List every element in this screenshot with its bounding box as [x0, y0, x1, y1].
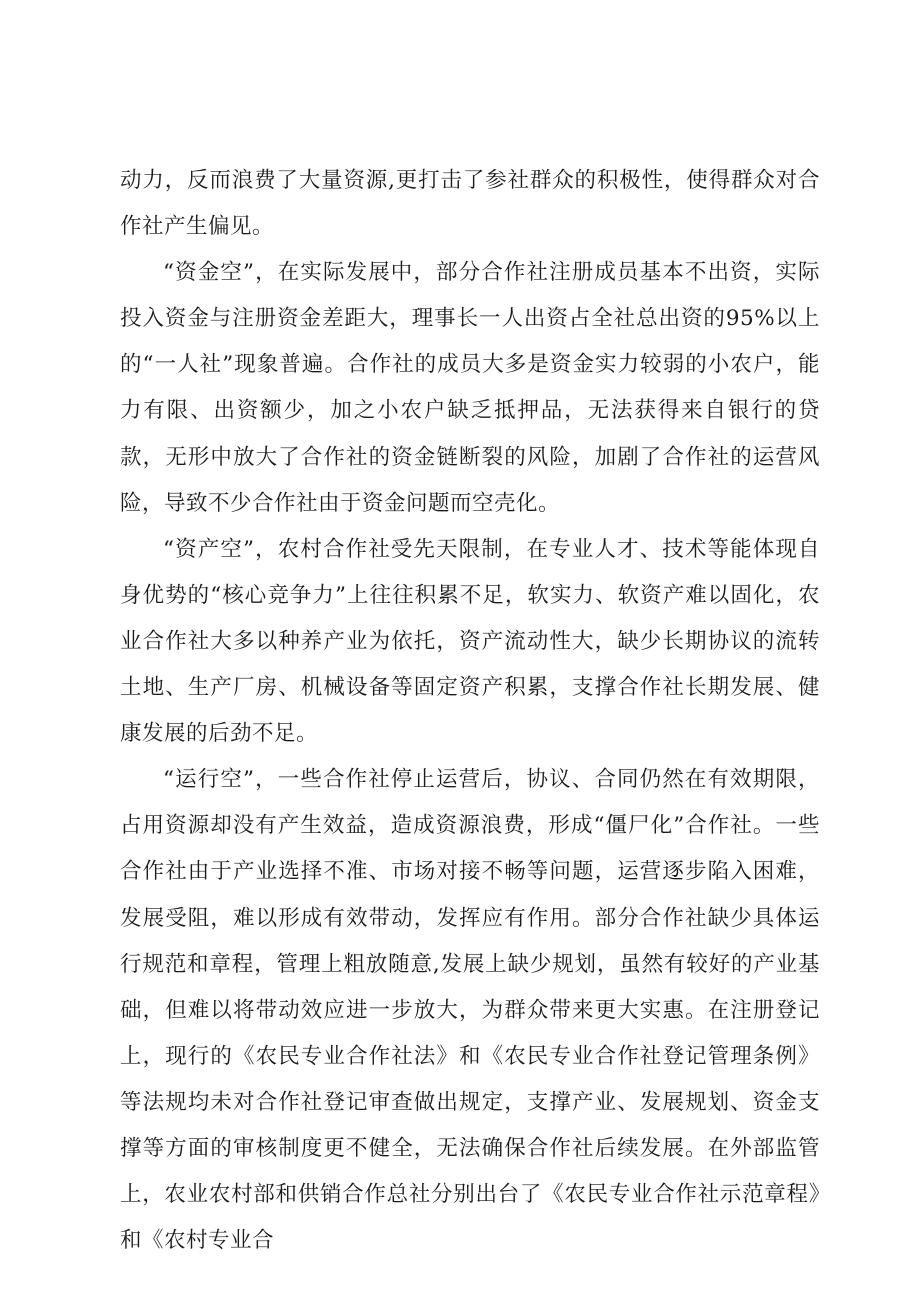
document-body: [120, 158, 820, 1264]
paragraph-operation-empty: “运行空”，一些合作社停止运营后，协议、合同仍然在有效期限，占用资源却没有产生效益，造成资源浪费，形成“僵尸化”合作社。一些合作社由于产业选择不准、市场对接不畅等问题，运营逐步陷入困难，发展受阻，难以形成有效带动，发挥应有作用。部分合作社缺少具体运行规范和章程，管理上粗放随意,发展上缺少规划，虽然有较好的产业基础，但难以将带动效应进一步放大，为群众带来更大实惠。在注册登记上，现行的《农民专业合作社法》和《农民专业合作社登记管理条例》等法规均未对合作社登记审查做出规定，支撑产业、发展规划、资金支撑等方面的审核制度更不健全，无法确保合作社后续发展。在外部监管上，农业农村部和供销合作总社分别出台了《农民专业合作社示范章程》和《农村专业合: [120, 767, 820, 1254]
paragraph-asset-empty: “资产空”，农村合作社受先天限制，在专业人才、技术等能体现自身优势的“核心竞争力”上往往积累不足，软实力、软资产难以固化，农业合作社大多以种养产业为依托，资产流动性大，缺少长期协议的流转土地、生产厂房、机械设备等固定资产积累，支撑合作社长期发展、健康发展的后劲不足。: [120, 536, 820, 747]
paragraph-continued: 动力，反而浪费了大量资源,更打击了参社群众的积极性，使得群众对合作社产生偏见。: [120, 168, 820, 240]
paragraph-capital-empty: “资金空”，在实际发展中，部分合作社注册成员基本不出资，实际投入资金与注册资金差距大，理事长一人出资占全社总出资的95%以上的“一人社”现象普遍。合作社的成员大多是资金实力较弱的小农户，能力有限、出资额少，加之小农户缺乏抵押品，无法获得来自银行的贷款，无形中放大了合作社的资金链断裂的风险，加剧了合作社的运营风险，导致不少合作社由于资金问题而空壳化。: [120, 260, 820, 516]
